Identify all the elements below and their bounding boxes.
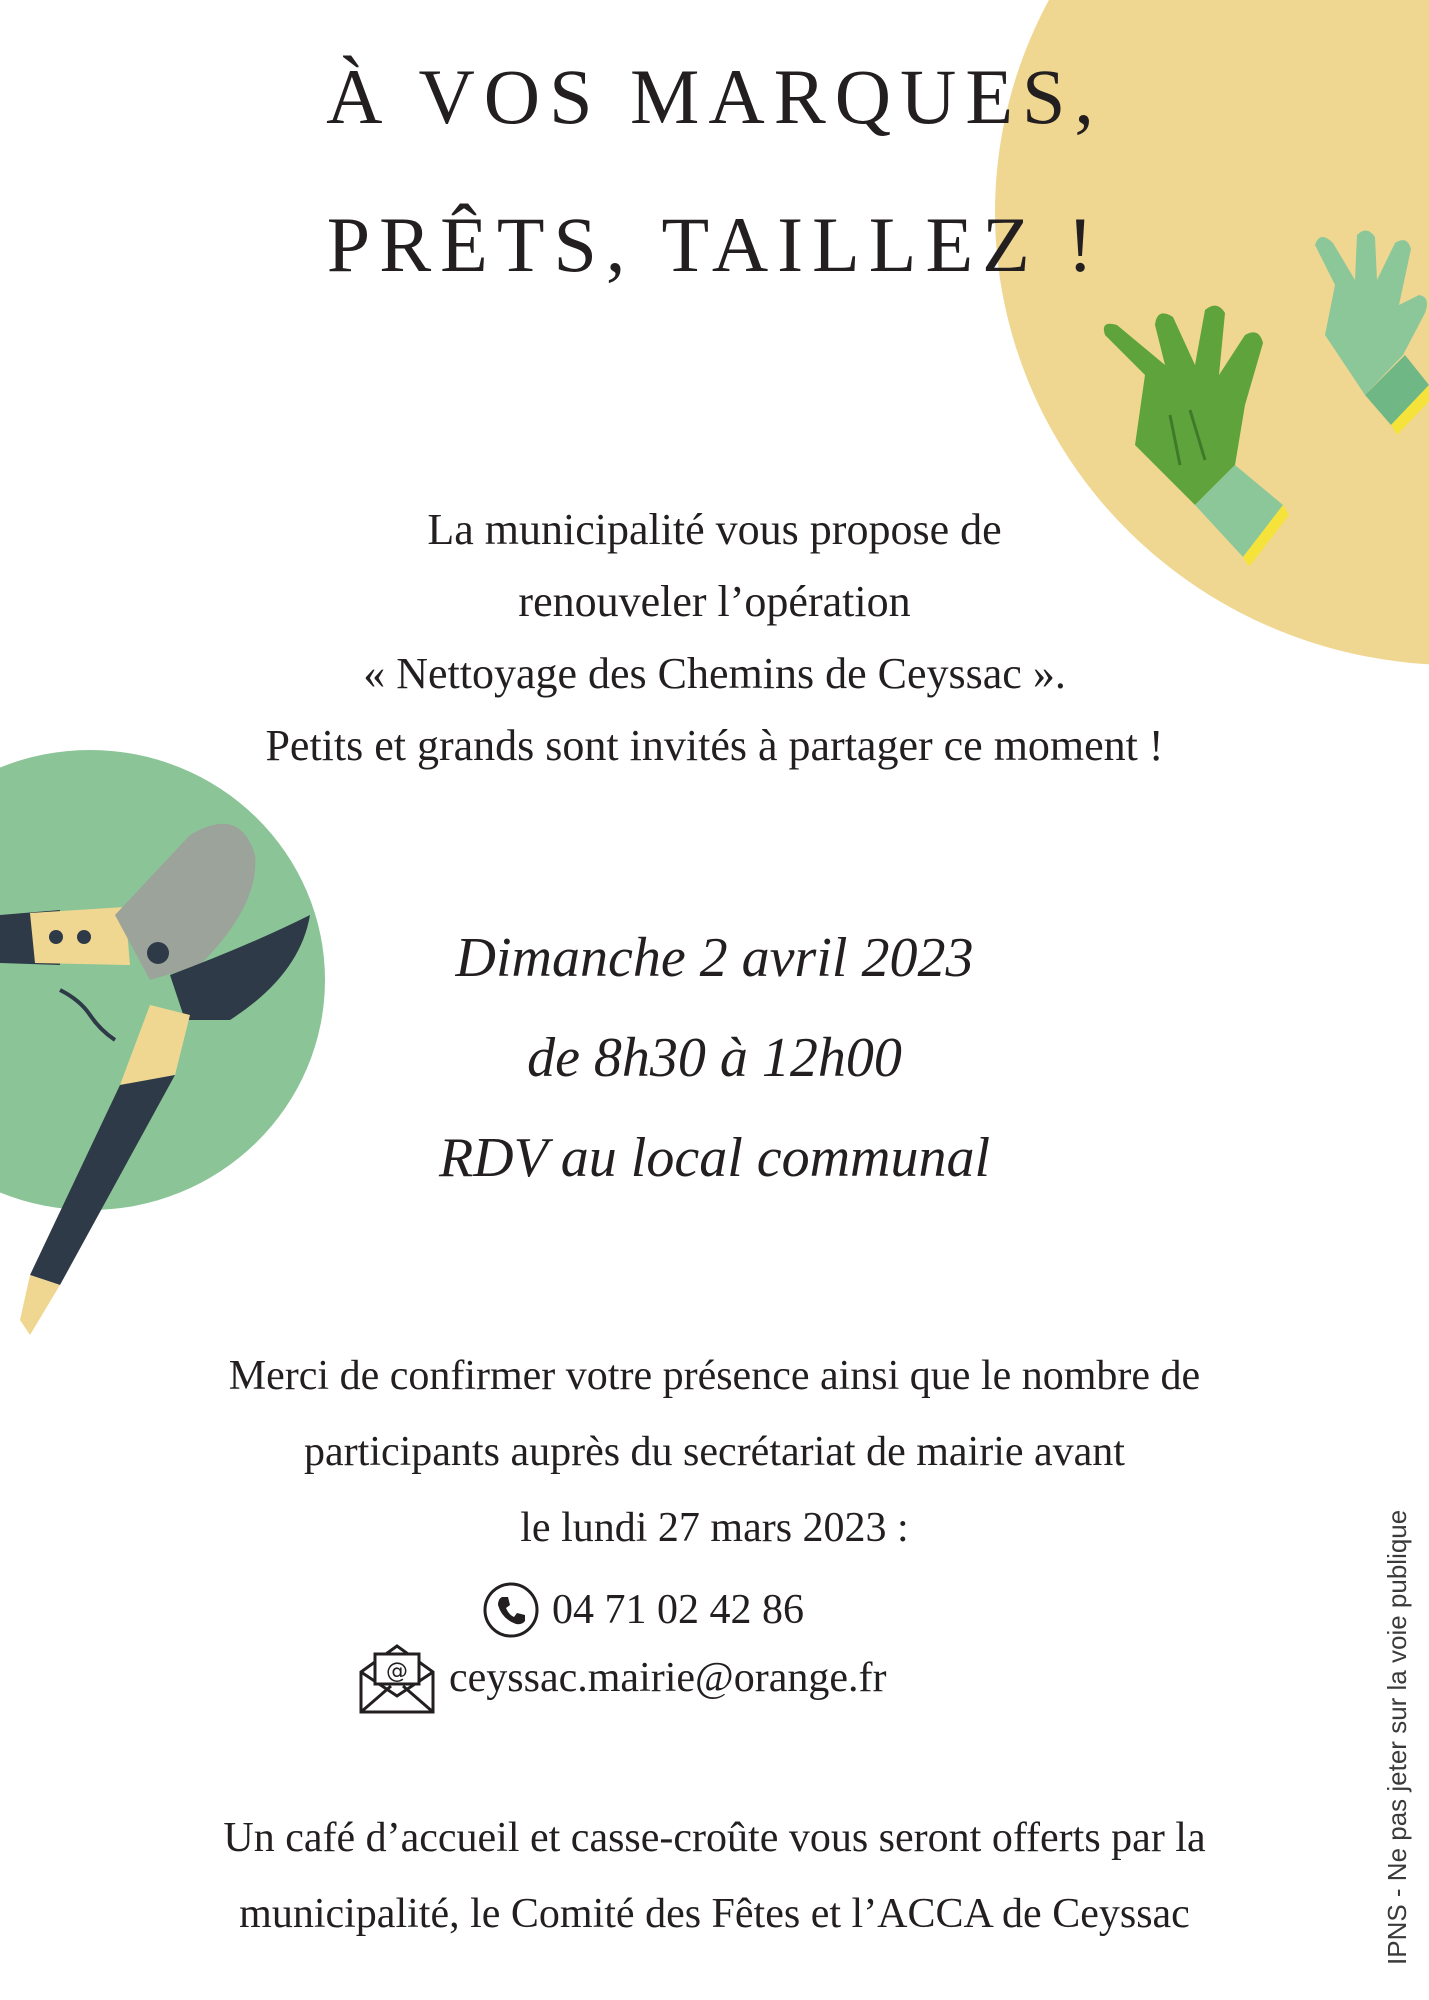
confirmation-text	[0, 1338, 1429, 1566]
svg-text:@: @	[386, 1659, 408, 1684]
event-place: RDV au local communal	[438, 1127, 991, 1189]
event-time: de 8h30 à 12h00	[527, 1027, 902, 1089]
confirmation-line: le lundi 27 mars 2023 :	[520, 1505, 909, 1551]
intro-line: « Nettoyage des Chemins de Ceyssac ».	[363, 649, 1066, 698]
closing-line: Un café d’accueil et casse-croûte vous seront offerts par la	[223, 1815, 1206, 1861]
intro-line: La municipalité vous propose de	[427, 505, 1002, 554]
contact-phone	[482, 1580, 804, 1640]
phone-number[interactable]: 04 71 02 42 86	[552, 1587, 804, 1633]
confirmation-line: participants auprès du secrétariat de mairie avant	[304, 1429, 1125, 1475]
poster-title-line2: PRÊTS, TAILLEZ !	[326, 201, 1103, 288]
email-address[interactable]: ceyssac.mairie@orange.fr	[449, 1655, 887, 1701]
intro-line: Petits et grands sont invités à partager ce moment !	[265, 721, 1164, 770]
event-date: Dimanche 2 avril 2023	[455, 927, 974, 989]
phone-icon	[482, 1581, 540, 1639]
contact-email	[357, 1640, 886, 1716]
intro-text	[0, 494, 1429, 782]
intro-line: renouveler l’opération	[518, 577, 911, 626]
event-details	[0, 908, 1429, 1208]
email-icon	[357, 1640, 437, 1716]
poster-title-line1: À VOS MARQUES,	[326, 53, 1103, 140]
closing-line: municipalité, le Comité des Fêtes et l’ACCA de Ceyssac	[239, 1891, 1190, 1937]
confirmation-line: Merci de confirmer votre présence ainsi que le nombre de	[228, 1353, 1201, 1399]
ipns-notice: IPNS - Ne pas jeter sur la voie publique	[1382, 1509, 1412, 1965]
closing-text	[0, 1800, 1429, 1952]
